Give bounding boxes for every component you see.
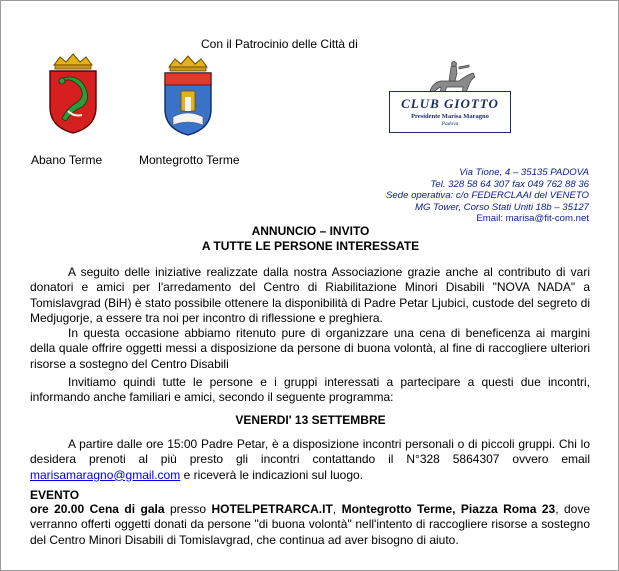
paragraph-4-text-a: A partire dalle ore 15:00 Padre Petar, è a disposizione incontri personali o di piccoli gruppi. Chi lo desidera prenoti al più presto gli incontri contattando il N°328 5864307 ovvero email [30, 437, 590, 467]
contact-operative: Sede operativa: c/o FEDERCLAAI del VENETO [386, 190, 589, 202]
announcement-subtitle: A TUTTE LE PERSONE INTERESSATE [201, 239, 420, 253]
city-label-montegrotto: Montegrotto Terme [139, 153, 240, 167]
event-date: VENERDI' 13 SETTEMBRE [235, 413, 386, 427]
abano-terme-crest [46, 51, 100, 135]
dinner-time: ore 20.00 Cena di gala [30, 502, 165, 516]
paragraph-3 [30, 375, 590, 406]
paragraph-5-text-1: presso [164, 502, 212, 516]
contact-email: Email: marisa@fit-com.net [476, 213, 589, 225]
club-giotto-nameplate [389, 91, 511, 133]
contact-address: Via Tione, 4 – 35135 PADOVA [459, 167, 589, 178]
paragraph-2 [30, 326, 590, 372]
paragraph-5-text-3: , dove verranno offerti oggetti donati da persone "di buona volontà" nell'intento di raccogliere risorse a sostegno del Centro Minori Disabili di Tomislavgrad, che continua ad aver bisogno di aiuto. [30, 502, 591, 547]
paragraph-1 [30, 265, 590, 326]
club-name: CLUB GIOTTO [401, 96, 499, 111]
paragraph-4 [30, 437, 590, 483]
paragraph-3-text: Invitiamo quindi tutte le persone e i gruppi interessati a partecipare a questi due incontri, informando anche familiari e amici, secondo il seguente programma: [30, 375, 590, 405]
contact-tower: MG Tower, Corso Stati Uniti 18b – 35127 [414, 201, 589, 213]
city-label-abano: Abano Terme [31, 153, 103, 167]
contact-email-link[interactable]: marisamaragno@gmail.com [30, 467, 181, 482]
paragraph-5-text-2: , [332, 502, 342, 516]
paragraph-2-text: In questa occasione abbiamo ritenuto pure di organizzare una cena di beneficenza ai margini della quale offrire oggetti messi a disposizione da persone di buona volontà, al fine di raccogliere ulteriori risorse a sostegno del Centro Disabili [30, 326, 590, 371]
paragraph-4-text-b: e riceverà le indicazioni sul luogo. [180, 467, 363, 482]
contact-phone: Tel. 328 58 64 307 fax 049 762 88 36 [430, 178, 589, 190]
paragraph-1-text: A seguito delle iniziative realizzate dalla nostra Associazione grazie anche al contributo di vari donatori e amici per l'arredamento del Centro di Riabilitazione Minori Disabili "NOVA NADA" a Tomislavgrad (BiH) è stato possibile ottenere la disponibilità di Padre Petar Ljubici, custode del segreto di Medjugorje, a essere tra noi per incontro di riflessione e preghiera. [30, 265, 590, 325]
montegrotto-terme-crest [161, 53, 215, 137]
club-president: Presidente Marisa Maragno [411, 113, 489, 120]
contact-block [386, 167, 589, 225]
patronage-line: Con il Patrocinio delle Città di [201, 37, 358, 51]
hotel-name: HOTELPETRARCA.IT [211, 502, 333, 516]
club-city: Padova [441, 121, 459, 127]
event-heading: EVENTO [30, 488, 80, 502]
announcement-title: ANNUNCIO – INVITO [251, 224, 370, 238]
venue-address: Montegrotto Terme, Piazza Roma 23 [341, 502, 556, 516]
paragraph-5 [30, 502, 590, 548]
